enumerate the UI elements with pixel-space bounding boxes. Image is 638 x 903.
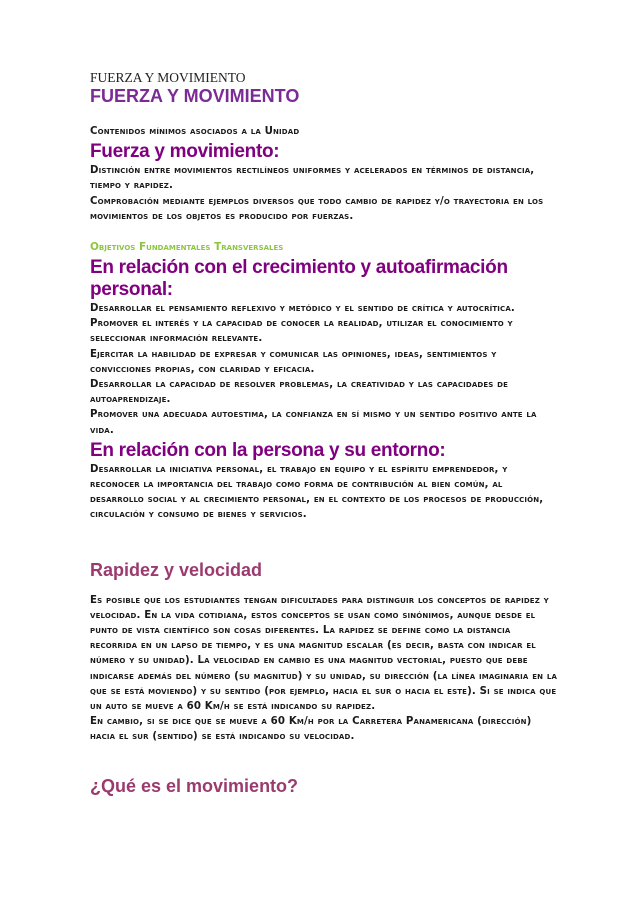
rapidez-paragraph: En cambio, si se dice que se mueve a 60 Km/h por la Carretera Panamericana (dirección) hacia el sur (sentido) se está indicando su velocidad. [90,716,532,743]
objetivo-item: Desarrollar el pensamiento reflexivo y metódico y el sentido de crítica y autocrítica. [90,303,515,315]
entorno-heading: En relación con la persona y su entorno: [90,439,446,461]
contenido-item: Distinción entre movimientos rectilíneos uniformes y acelerados en términos de distancia, tiempo y rapidez. [90,165,535,192]
crecimiento-heading: En relación con el crecimiento y autoafirmación personal: [90,257,508,301]
objetivo-item: Desarrollar la iniciativa personal, el trabajo en equipo y el espíritu emprendedor, y reconocer la importancia del trabajo como forma de contribución al bien común, al desarrollo social y al crecimiento personal, en el contexto de los procesos de producción, circulación y consumo de bienes y servicios. [90,463,544,521]
movimiento-heading: ¿Qué es el movimiento? [90,775,299,796]
objetivo-item: Promover el interés y la capacidad de conocer la realidad, utilizar el conocimiento y seleccionar información relevante. [90,318,513,345]
objetivos-section [90,240,560,523]
rapidez-paragraph: Es posible que los estudiantes tengan dificultades para distinguir los conceptos de rapidez y velocidad. En la vida cotidiana, estos conceptos se usan como sinónimos, aunque desde el punto de vista científico son cosas diferentes. La rapidez se define como la distancia recorrida en un lapso de tiempo, y es una magnitud escalar (es decir, basta con indicar el número y su unidad). La velocidad en cambio es una magnitud vectorial, puesto que debe indicarse además del número (su magnitud) y su unidad, su dirección (la línea imaginaria en la que se está moviendo) y su sentido (por ejemplo, hacia el sur o hacia el este). Si se indica que un auto se mueve a 60 Km/h se está indicando su rapidez. [90,594,558,713]
document-page [90,70,560,797]
contenidos-section [90,124,560,224]
objetivo-item: Ejercitar la habilidad de expresar y comunicar las opiniones, ideas, sentimientos y convicciones propias, con claridad y eficacia. [90,348,497,375]
movimiento-section [90,775,560,797]
objetivo-item: Promover una adecuada autoestima, la confianza en sí mismo y un sentido positivo ante la vida. [90,409,537,436]
fuerza-heading: Fuerza y movimiento: [90,141,280,163]
rapidez-section [90,559,560,745]
objetivo-item: Desarrollar la capacidad de resolver problemas, la creatividad y las capacidades de autoaprendizaje. [90,379,509,406]
page-title: FUERZA Y MOVIMIENTO [90,86,300,106]
small-title: FUERZA Y MOVIMIENTO [90,70,246,85]
contenidos-label: Contenidos mínimos asociados a la Unidad [90,126,300,137]
rapidez-heading: Rapidez y velocidad [90,559,263,580]
contenido-item: Comprobación mediante ejemplos diversos que todo cambio de rapidez y/o trayectoria en los movimientos de los objetos es producido por fuerzas. [90,195,544,222]
objetivos-label: Objetivos Fundamentales Transversales [90,241,284,254]
